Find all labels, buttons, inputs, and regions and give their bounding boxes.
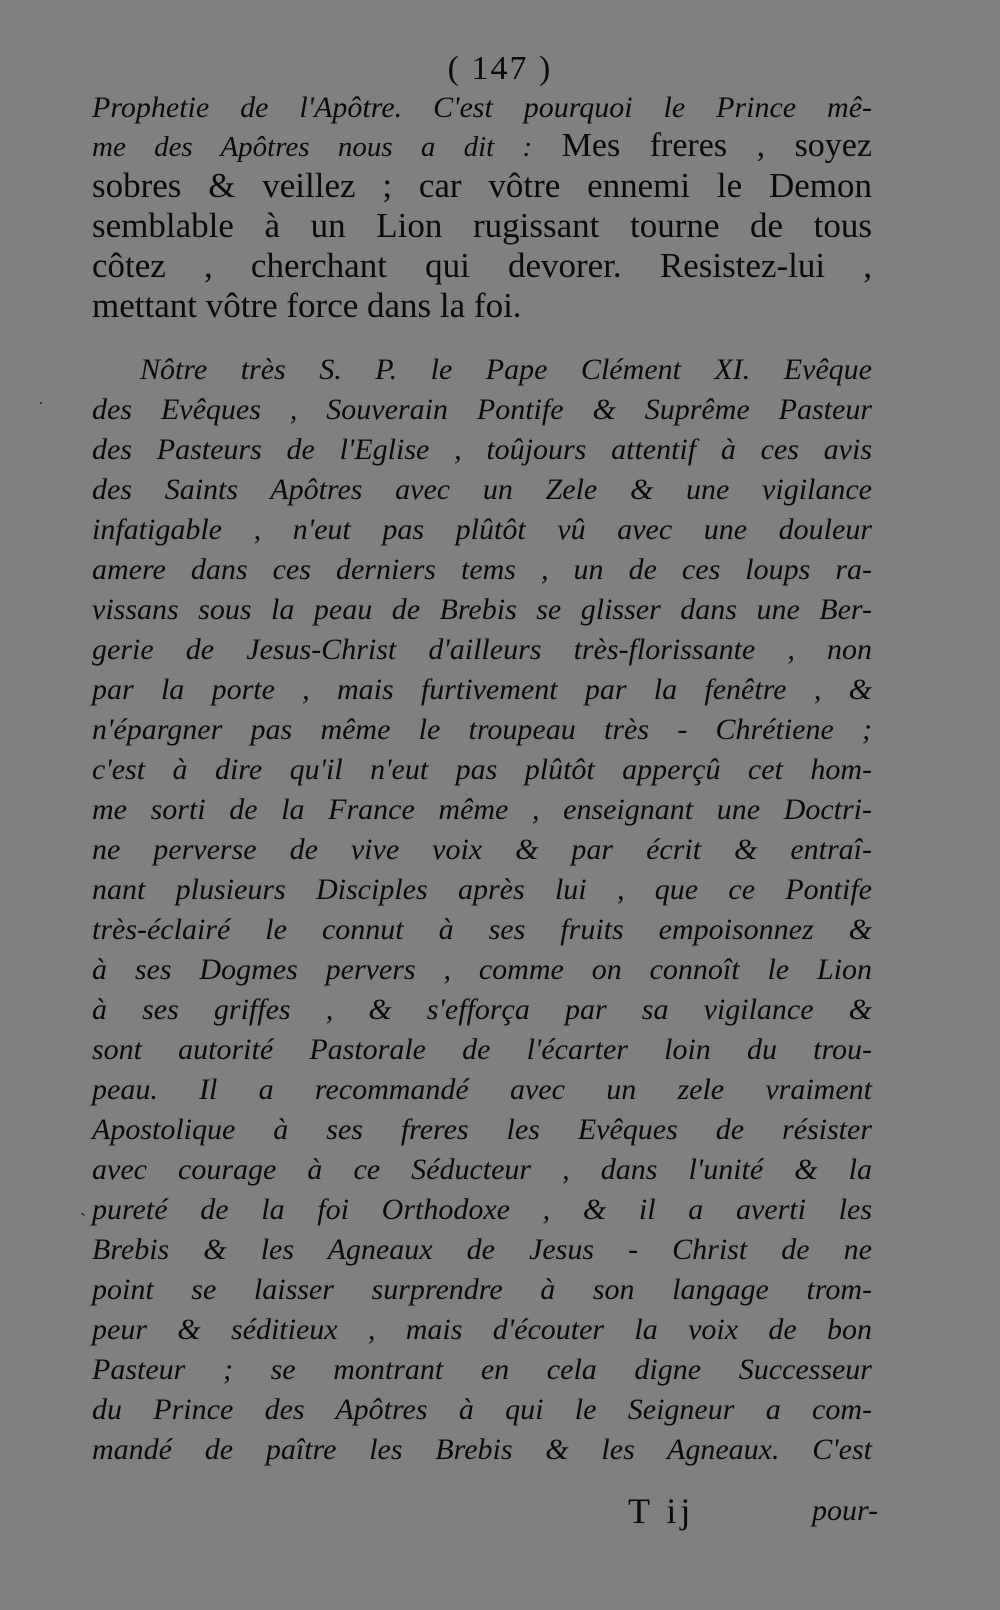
text-italic-segment: me des Apôtres nous a dit : xyxy=(92,131,533,163)
text-line: pureté de la foi Orthodoxe , & il a averti les xyxy=(92,1193,872,1226)
text-line: sont autorité Pastorale de l'écarter loin du trou- xyxy=(92,1033,872,1066)
text-roman-segment: Mes freres , soyez xyxy=(561,127,872,164)
scan-speck: ˎ xyxy=(80,1196,86,1216)
text-line: nant plusieurs Disciples après lui , que ce Pontife xyxy=(92,873,872,906)
text-line: Apostolique à ses freres les Evêques de résister xyxy=(92,1113,872,1146)
scan-speck: ˙ xyxy=(38,398,44,418)
text-line: sobres & veillez ; car vôtre ennemi le Demon xyxy=(92,166,872,205)
text-line: avec courage à ce Séducteur , dans l'unité & la xyxy=(92,1153,872,1186)
text-line: mandé de paître les Brebis & les Agneaux. C'est xyxy=(92,1433,872,1466)
text-line: Brebis & les Agneaux de Jesus - Christ de ne xyxy=(92,1233,872,1266)
text-line: des Evêques , Souverain Pontife & Suprême Pasteur xyxy=(92,393,872,426)
text-line: infatigable , n'eut pas plûtôt vû avec une douleur xyxy=(92,513,872,546)
catchword: pour- xyxy=(812,1494,879,1527)
page-number: ( 147 ) xyxy=(447,50,553,87)
text-line: peau. Il a recommandé avec un zele vraiment xyxy=(92,1073,872,1106)
text-line: très-éclairé le connut à ses fruits empoisonnez & xyxy=(92,913,872,946)
text-line: mettant vôtre force dans la foi. xyxy=(92,286,522,325)
text-line: Pasteur ; se montrant en cela digne Successeur xyxy=(92,1353,872,1386)
text-line: ne perverse de vive voix & par écrit & entraî- xyxy=(92,833,872,866)
text-line: c'est à dire qu'il n'eut pas plûtôt apperçû cet hom- xyxy=(92,753,872,786)
text-line-mixed xyxy=(92,126,872,167)
text-line: me sorti de la France même , enseignant une Doctri- xyxy=(92,793,872,826)
text-line: des Pasteurs de l'Eglise , toûjours attentif à ces avis xyxy=(92,433,872,466)
text-line: des Saints Apôtres avec un Zele & une vigilance xyxy=(92,473,872,506)
text-line: vissans sous la peau de Brebis se glisser dans une Ber- xyxy=(92,593,872,626)
text-line: Nôtre très S. P. le Pape Clément XI. Evêque xyxy=(140,353,872,386)
text-line: Prophetie de l'Apôtre. C'est pourquoi le Prince mê- xyxy=(92,91,872,124)
text-line: du Prince des Apôtres à qui le Seigneur a com- xyxy=(92,1393,872,1426)
text-line: n'épargner pas même le troupeau très - Chrétiene ; xyxy=(92,713,872,746)
text-line: à ses Dogmes pervers , comme on connoît le Lion xyxy=(92,953,872,986)
signature-mark: T ij xyxy=(628,1491,695,1531)
text-line: gerie de Jesus-Christ d'ailleurs très-florissante , non xyxy=(92,633,872,666)
text-line: peur & séditieux , mais d'écouter la voix de bon xyxy=(92,1313,872,1346)
text-line: à ses griffes , & s'efforça par sa vigilance & xyxy=(92,993,872,1026)
text-line: amere dans ces derniers tems , un de ces loups ra- xyxy=(92,553,872,586)
text-line: point se laisser surprendre à son langage trom- xyxy=(92,1273,872,1306)
text-line: par la porte , mais furtivement par la fenêtre , & xyxy=(92,673,872,706)
text-line: semblable à un Lion rugissant tourne de tous xyxy=(92,206,872,245)
text-line: côtez , cherchant qui devorer. Resistez-lui , xyxy=(92,246,872,285)
